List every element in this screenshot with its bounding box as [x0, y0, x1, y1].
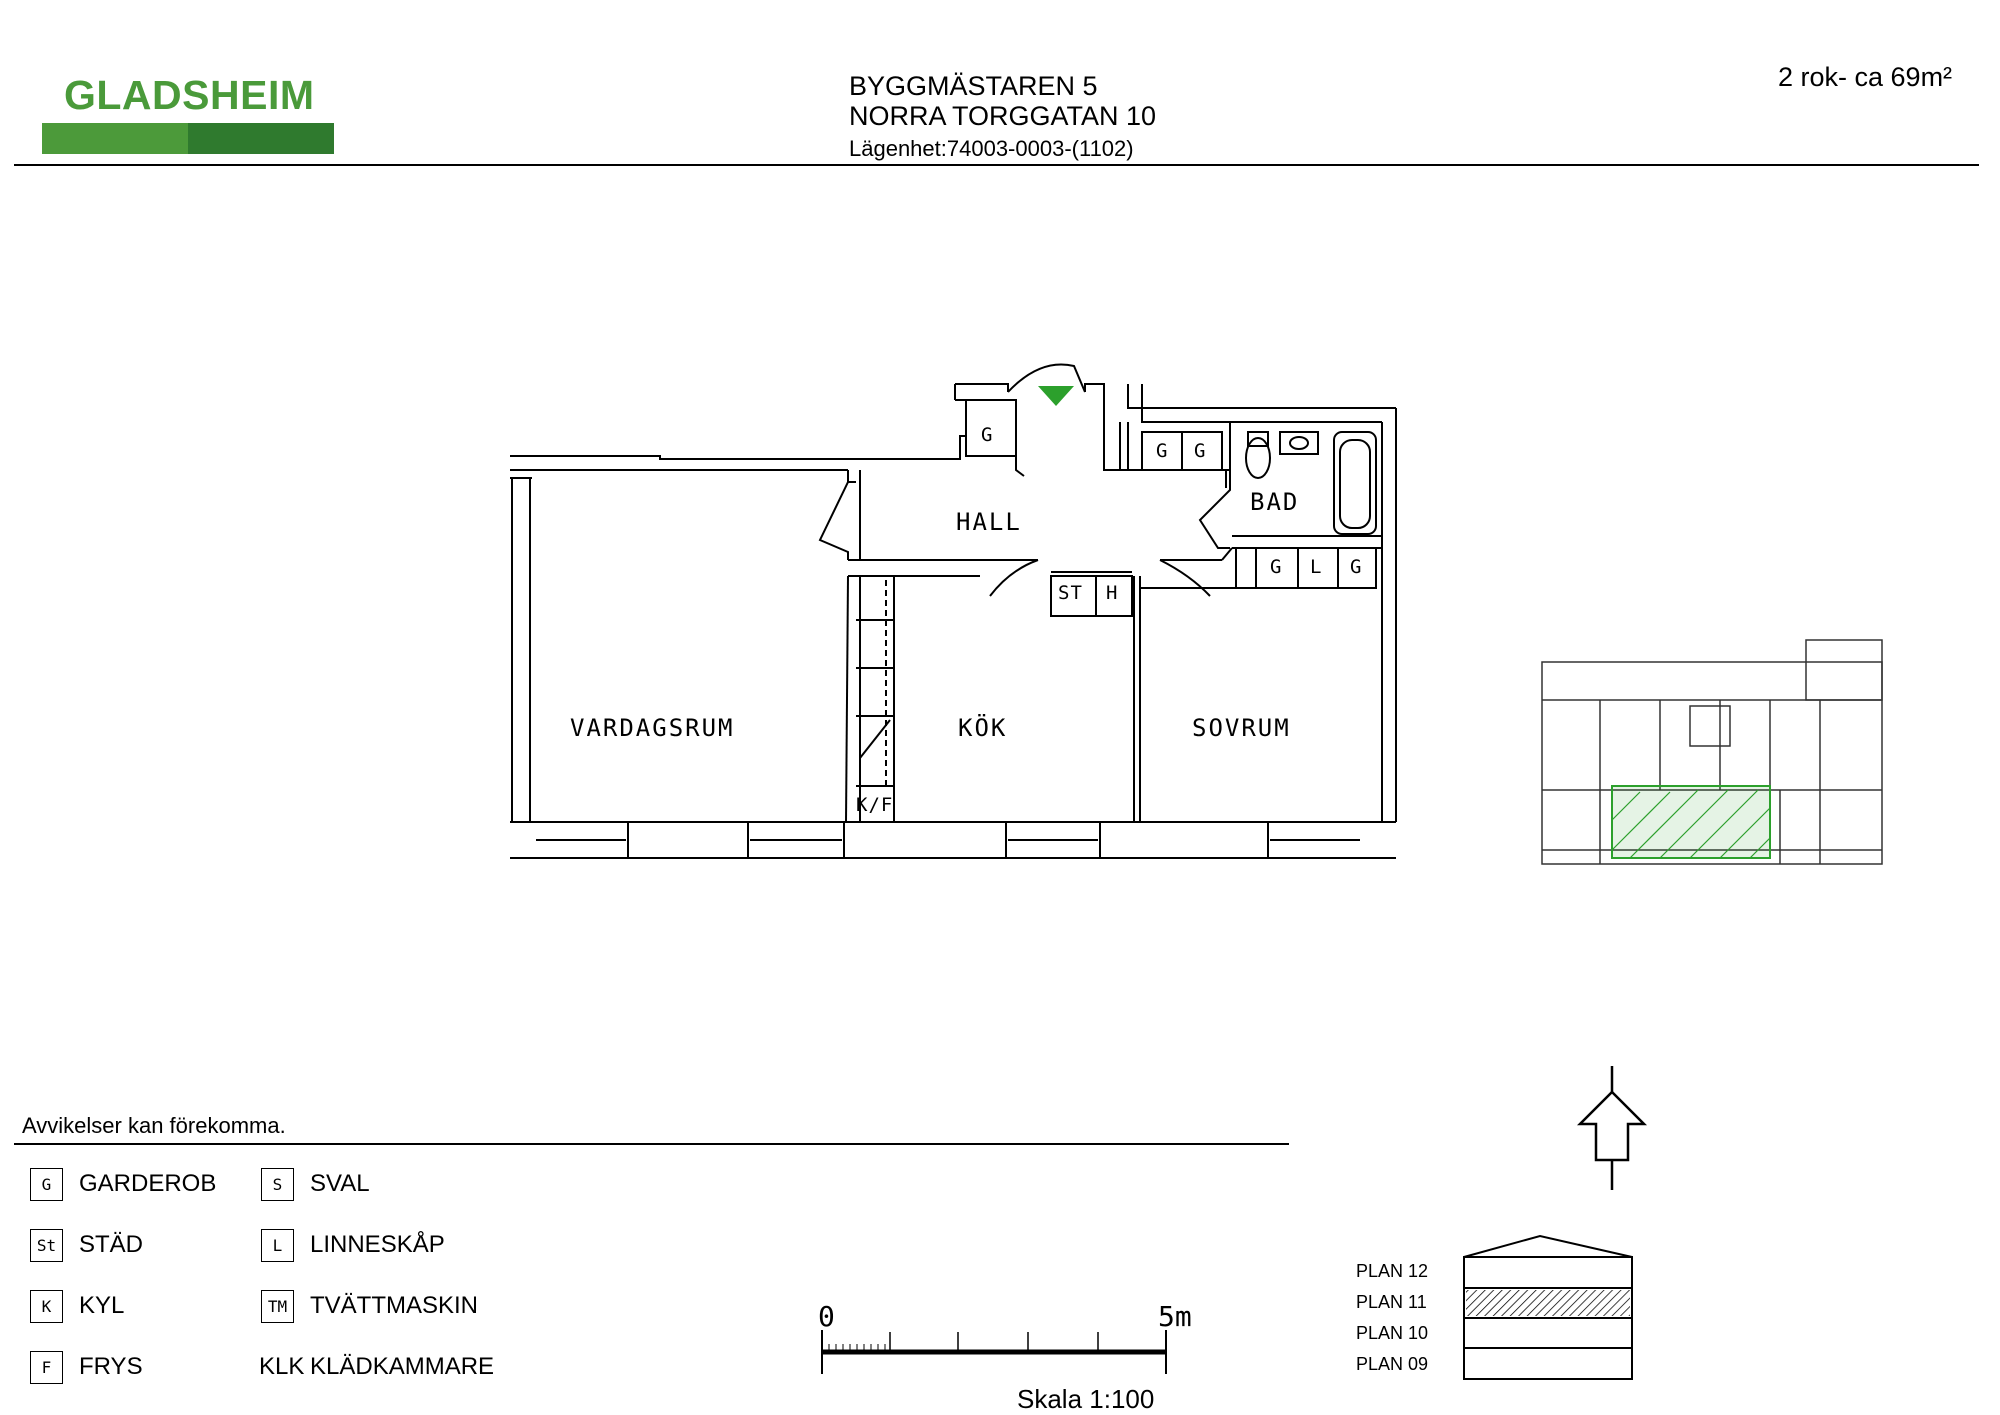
north-arrow-icon	[1580, 1066, 1644, 1190]
legend-code-f: F	[30, 1351, 63, 1384]
scale-start-label: 0	[818, 1300, 835, 1333]
room-label-bad: BAD	[1250, 488, 1300, 516]
property-name: BYGGMÄSTAREN 5	[849, 71, 1098, 101]
scale-label: Skala 1:100	[1017, 1384, 1155, 1414]
legend-label-tvattmaskin: TVÄTTMASKIN	[310, 1292, 479, 1319]
legend-label-frys: FRYS	[79, 1353, 143, 1380]
legend-code-klk: KLK	[259, 1353, 305, 1380]
key-plan-highlight	[1612, 786, 1770, 858]
floor-label-12: PLAN 12	[1356, 1261, 1429, 1281]
apartment-size: 2 rok- ca 69m²	[1778, 62, 1953, 92]
closet-label-g-entrance: G	[981, 424, 994, 446]
scale-bar	[822, 1330, 1166, 1374]
logo-text: GLADSHEIM	[64, 72, 315, 118]
legend-code-k: K	[30, 1290, 63, 1323]
room-label-sovrum: SOVRUM	[1192, 714, 1291, 742]
disclaimer-text: Avvikelser kan förekomma.	[22, 1113, 286, 1138]
legend-label-stad: STÄD	[79, 1231, 144, 1258]
closet-label-l: L	[1310, 556, 1323, 578]
apartment-number: Lägenhet:74003-0003-(1102)	[849, 136, 1134, 161]
legend-code-g: G	[30, 1168, 63, 1201]
legend-code-s: S	[261, 1168, 294, 1201]
scale-end-label: 5m	[1158, 1300, 1192, 1333]
room-label-vardagsrum: VARDAGSRUM	[570, 714, 735, 742]
closet-label-st: ST	[1058, 582, 1083, 604]
legend-label-linneskap: LINNESKÅP	[310, 1231, 445, 1258]
closet-label-g-4: G	[1350, 556, 1363, 578]
legend-label-kyl: KYL	[79, 1292, 125, 1319]
floor-label-10: PLAN 10	[1356, 1323, 1429, 1343]
legend-label-kladkammare: KLÄDKAMMARE	[310, 1353, 495, 1380]
legend-label-garderob: GARDEROB	[79, 1170, 217, 1197]
legend-code-st: St	[30, 1229, 63, 1262]
selected-floor-hatch	[1466, 1290, 1630, 1316]
legend-label-sval: SVAL	[310, 1170, 370, 1197]
closet-label-h: H	[1106, 582, 1119, 604]
floor-label-09: PLAN 09	[1356, 1354, 1429, 1374]
room-label-kok: KÖK	[958, 714, 1008, 742]
street-address: NORRA TORGGATAN 10	[849, 101, 1157, 131]
floor-label-11: PLAN 11	[1356, 1292, 1427, 1312]
disclaimer-divider	[14, 1143, 1289, 1145]
room-label-hall: HALL	[956, 508, 1022, 536]
closet-label-kf: K/F	[856, 794, 894, 816]
closet-label-g-1: G	[1156, 440, 1169, 462]
closet-label-g-2: G	[1194, 440, 1207, 462]
legend-code-tm: TM	[261, 1290, 294, 1323]
legend-code-l: L	[261, 1229, 294, 1262]
entrance-marker	[1038, 386, 1074, 406]
closet-label-g-3: G	[1270, 556, 1283, 578]
